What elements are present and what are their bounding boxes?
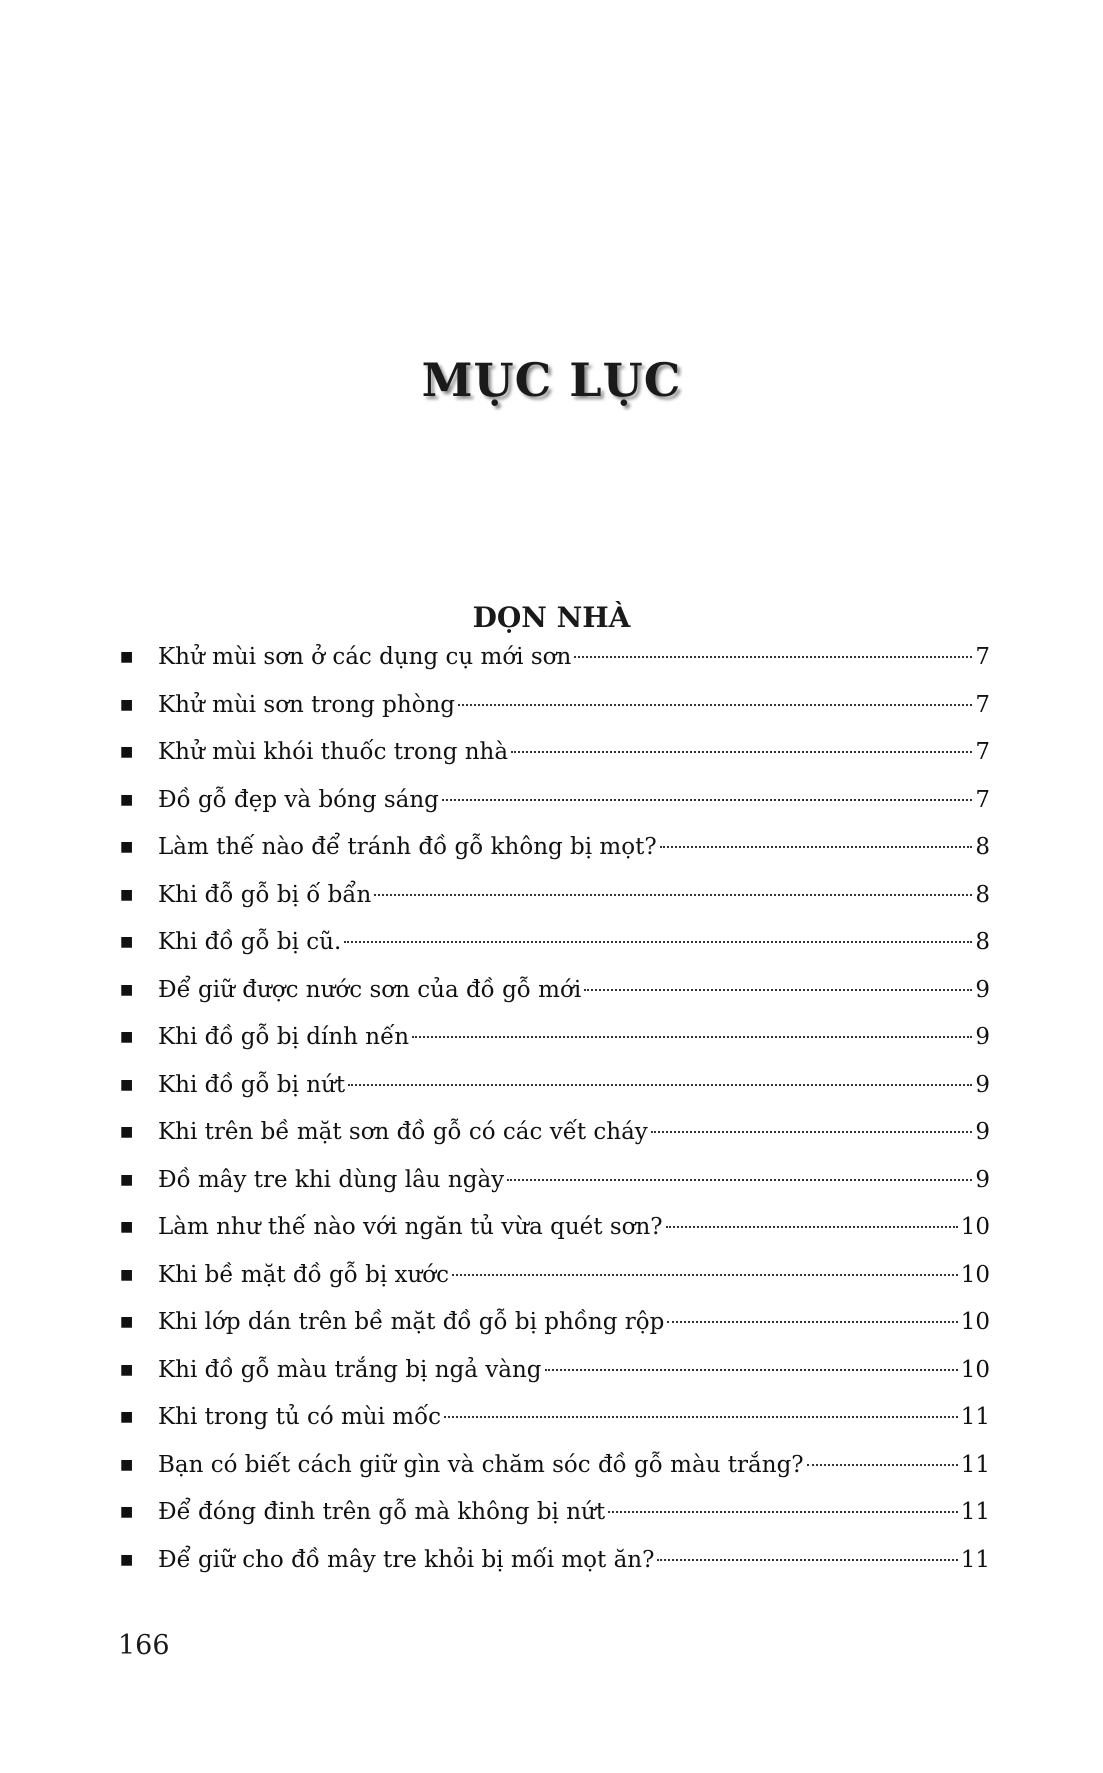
toc-entry-title: Khi lớp dán trên bề mặt đồ gỗ bị phồng rộp — [158, 1309, 665, 1335]
toc-entry-title: Khử mùi sơn ở các dụng cụ mới sơn — [158, 644, 572, 670]
dot-leader — [667, 1321, 957, 1323]
dot-leader — [511, 751, 972, 753]
toc-entry-title: Để đóng đinh trên gỗ mà không bị nứt — [158, 1499, 606, 1525]
bullet-square-icon: ■ — [120, 934, 134, 950]
toc-entry-title: Để giữ được nước sơn của đồ gỗ mới — [158, 976, 582, 1003]
dot-leader — [452, 1274, 958, 1276]
toc-entry-title: Làm thế nào để tránh đồ gỗ không bị mọt? — [158, 834, 657, 860]
toc-entry — [120, 1109, 990, 1157]
dot-leader — [412, 1036, 972, 1038]
toc-entry — [120, 777, 990, 825]
bullet-square-icon: ■ — [120, 1266, 134, 1283]
toc-entry-title: Khi trên bề mặt sơn đồ gỗ có các vết cháy — [158, 1119, 648, 1145]
toc-entry — [120, 967, 990, 1015]
toc-entry — [120, 1014, 990, 1062]
dot-leader — [651, 1131, 973, 1133]
toc-entry — [120, 1394, 990, 1442]
bullet-square-icon: ■ — [120, 1124, 134, 1140]
toc-entry — [120, 1489, 990, 1537]
bullet-square-icon: ■ — [120, 839, 134, 855]
dot-leader — [348, 1084, 972, 1086]
toc-entry — [120, 1252, 990, 1300]
dot-leader — [584, 989, 972, 991]
bullet-square-icon: ■ — [120, 981, 134, 998]
bullet-square-icon: ■ — [120, 649, 134, 665]
bullet-square-icon: ■ — [120, 1076, 134, 1093]
toc-entry-title: Khi bề mặt đồ gỗ bị xước — [158, 1261, 450, 1288]
bullet-square-icon: ■ — [120, 1171, 134, 1188]
toc-entry-page-number: 9 — [975, 976, 990, 1003]
toc-entry-title: Đồ mây tre khi dùng lâu ngày — [158, 1166, 505, 1193]
toc-entry — [120, 919, 990, 967]
toc-entry-page-number: 10 — [960, 1309, 990, 1335]
bullet-square-icon: ■ — [120, 1314, 134, 1330]
dot-leader — [442, 799, 972, 801]
bullet-square-icon: ■ — [120, 1361, 134, 1378]
toc-entry — [120, 682, 990, 730]
toc-entry — [120, 1537, 990, 1585]
toc-entry-page-number: 11 — [960, 1451, 990, 1478]
bullet-square-icon: ■ — [120, 1409, 134, 1425]
bullet-square-icon: ■ — [120, 1551, 134, 1568]
page-number: 166 — [118, 1630, 170, 1661]
toc-entry-page-number: 8 — [975, 929, 990, 955]
dot-leader — [545, 1369, 958, 1371]
toc-entry — [120, 824, 990, 872]
toc-entry-title: Khi đồ gỗ bị dính nến — [158, 1024, 410, 1050]
toc-entry-title: Khử mùi khói thuốc trong nhà — [158, 739, 509, 765]
toc-entry-title: Khi đỗ gỗ bị ố bẩn — [158, 881, 372, 908]
toc-entry-title: Khi đồ gỗ bị nứt — [158, 1071, 346, 1098]
toc-entry — [120, 1442, 990, 1490]
toc-entry-title: Bạn có biết cách giữ gìn và chăm sóc đồ gỗ màu trắng? — [158, 1451, 804, 1478]
toc-entry-page-number: 10 — [960, 1261, 990, 1288]
toc-entry-page-number: 9 — [975, 1071, 990, 1098]
bullet-square-icon: ■ — [120, 696, 134, 713]
toc-entry — [120, 1157, 990, 1205]
toc-entry-title: Khi trong tủ có mùi mốc — [158, 1404, 442, 1430]
toc-entry — [120, 1299, 990, 1347]
toc-entry-page-number: 7 — [975, 691, 990, 718]
toc-entry-title: Khi đồ gỗ màu trắng bị ngả vàng — [158, 1356, 542, 1383]
toc-entry-page-number: 7 — [975, 739, 990, 765]
dot-leader — [507, 1179, 972, 1181]
bullet-square-icon: ■ — [120, 1456, 134, 1473]
toc-entry-page-number: 7 — [975, 644, 990, 670]
bullet-square-icon: ■ — [120, 1219, 134, 1235]
dot-leader — [458, 704, 972, 706]
dot-leader — [374, 894, 972, 896]
bullet-square-icon: ■ — [120, 886, 134, 903]
toc-entry-page-number: 10 — [960, 1356, 990, 1383]
dot-leader — [666, 1226, 958, 1228]
toc-entry-title: Làm như thế nào với ngăn tủ vừa quét sơn? — [158, 1214, 663, 1240]
bullet-square-icon: ■ — [120, 1504, 134, 1520]
toc-entry — [120, 729, 990, 777]
toc-entry-page-number: 8 — [975, 881, 990, 908]
page-title: MỤC LỤC — [421, 352, 682, 407]
toc-entry-title: Khi đồ gỗ bị cũ. — [158, 929, 342, 955]
dot-leader — [344, 941, 972, 943]
toc-entry-page-number: 11 — [960, 1404, 990, 1430]
toc-entry-title: Để giữ cho đồ mây tre khỏi bị mối mọt ăn? — [158, 1546, 655, 1573]
toc-entry-page-number: 9 — [975, 1166, 990, 1193]
bullet-square-icon: ■ — [120, 744, 134, 760]
toc-entry-page-number: 11 — [960, 1546, 990, 1573]
toc-entry-page-number: 11 — [960, 1499, 990, 1525]
toc-entry — [120, 634, 990, 682]
dot-leader — [657, 1559, 957, 1561]
toc-list — [120, 634, 990, 1584]
toc-entry — [120, 1062, 990, 1110]
toc-entry-page-number: 9 — [975, 1119, 990, 1145]
toc-entry-title: Khử mùi sơn trong phòng — [158, 691, 456, 718]
toc-entry — [120, 1204, 990, 1252]
toc-entry — [120, 872, 990, 920]
dot-leader — [660, 846, 973, 848]
toc-entry-title: Đồ gỗ đẹp và bóng sáng — [158, 786, 439, 813]
dot-leader — [574, 656, 972, 658]
bullet-square-icon: ■ — [120, 1029, 134, 1045]
dot-leader — [807, 1464, 958, 1466]
toc-entry-page-number: 10 — [960, 1214, 990, 1240]
section-title: DỌN NHÀ — [472, 601, 631, 635]
toc-entry-page-number: 9 — [975, 1024, 990, 1050]
toc-entry — [120, 1347, 990, 1395]
dot-leader — [444, 1416, 958, 1418]
toc-entry-page-number: 8 — [975, 834, 990, 860]
toc-entry-page-number: 7 — [975, 786, 990, 813]
bullet-square-icon: ■ — [120, 791, 134, 808]
dot-leader — [608, 1511, 958, 1513]
